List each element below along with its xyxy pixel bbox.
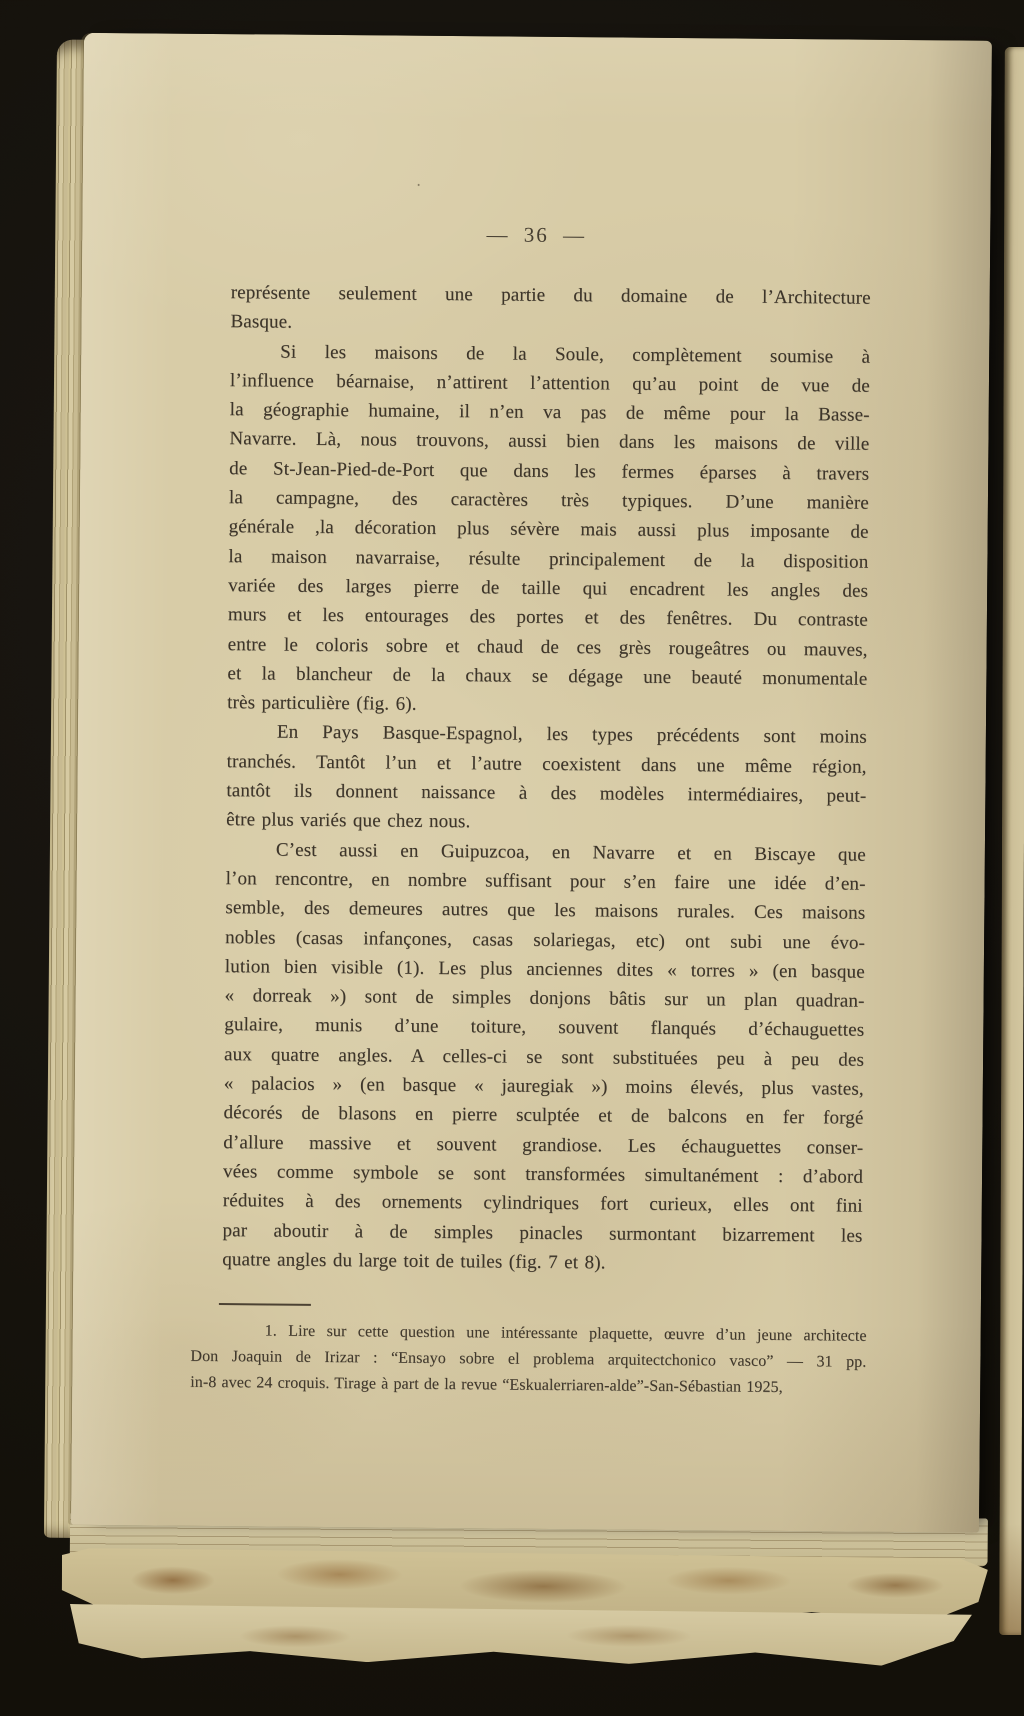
- text-line: très particulière (fig. 6).: [227, 692, 417, 715]
- text-line: lution bien visible (1). Les plus anciennes dites « torres » (en basque: [224, 955, 865, 983]
- text-line: de St-Jean-Pied-de-Port que dans les fermes éparses à travers: [229, 457, 870, 485]
- footnote-line: Don Joaquin de Irizar : “Ensayo sobre el problema arquitectchonico vasco” — 31 pp.: [190, 1347, 867, 1371]
- text-line: aux quatre angles. A celles-ci se sont substituées peu à peu des: [224, 1043, 865, 1071]
- text-line: Navarre. Là, nous trouvons, aussi bien dans les maisons de ville: [229, 428, 870, 456]
- text-line: décorés de blasons en pierre sculptée et de balcons en fer forgé: [223, 1102, 864, 1129]
- text-line: d’allure massive et souvent grandiose. Les échauguettes conser-: [223, 1131, 864, 1159]
- text-line: variée des larges pierre de taille qui encadrent les angles des: [228, 575, 869, 602]
- paragraph: [227, 337, 870, 723]
- text-line: semble, des demeures autres que les maisons rurales. Ces maisons: [225, 897, 866, 924]
- footnote-line: 1. Lire sur cette question une intéressante plaquette, œuvre d’un jeune architecte: [264, 1322, 867, 1345]
- paragraph: [226, 718, 867, 841]
- text-block: [222, 278, 871, 1280]
- text-line: représente seulement une partie du domaine de l’Architecture: [230, 282, 871, 309]
- text-line: tranchés. Tantôt l’un et l’autre coexistent dans une même région,: [226, 750, 867, 778]
- text-line: l’influence béarnaise, n’attirent l’attention qu’au point de vue de: [229, 370, 871, 397]
- paragraph: [230, 278, 870, 342]
- text-line: Basque.: [230, 311, 293, 333]
- text-line: par aboutir à de simples pinacles surmontant bizarrement les: [222, 1219, 863, 1247]
- text-line: la campagne, des caractères très typiques. D’une manière: [228, 487, 870, 514]
- text-line: murs et les entourages des portes et des fenêtres. Du contraste: [227, 604, 868, 631]
- text-line: gulaire, munis d’une toiture, souvent flanqués d’échauguettes: [224, 1014, 865, 1042]
- bottom-page-edges-lower: [70, 1604, 972, 1666]
- text-line: être plus variés que chez nous.: [226, 809, 471, 833]
- text-line: Si les maisons de la Soule, complètement soumise à: [280, 341, 871, 368]
- text-line: « palacios » (en basque « jauregiak ») moins élevés, plus vastes,: [223, 1073, 864, 1100]
- text-line: tantôt ils donnent naissance à des modèles intermédiaires, peut-: [226, 780, 867, 807]
- adjacent-page-edge: [999, 47, 1024, 1635]
- text-line: nobles (casas infançones, casas solariegas, etc) ont subi une évo-: [225, 926, 866, 954]
- text-line: quatre angles du large toit de tuiles (fig. 7 et 8).: [222, 1248, 606, 1274]
- text-line: la géographie humaine, il n’en va pas de même pour la Basse-: [229, 399, 870, 426]
- page-number: — 36 —: [486, 222, 587, 248]
- footnote-separator: [219, 1303, 311, 1306]
- text-line: l’on rencontre, en nombre suffisant pour s’en faire une idée d’en-: [225, 868, 866, 895]
- book-page: [71, 33, 992, 1533]
- footnote-line: in-8 avec 24 croquis. Tirage à part de la revue “Eskualerriaren-alde”-San-Sébastian 1925,: [190, 1373, 783, 1396]
- text-line: C’est aussi en Guipuzcoa, en Navarre et en Biscaye que: [275, 839, 866, 866]
- text-line: vées comme symbole se sont transformées simultanément : d’abord: [222, 1160, 864, 1188]
- footnote: [190, 1318, 867, 1402]
- text-line: générale ,la décoration plus sévère mais aussi plus imposante de: [228, 516, 869, 544]
- text-line: « dorreak ») sont de simples donjons bâtis sur un plan quadran-: [224, 985, 865, 1012]
- text-line: la maison navarraise, résulte principalement de la disposition: [228, 545, 869, 573]
- text-line: entre le coloris sobre et chaud de ces grès rougeâtres ou mauves,: [227, 633, 868, 661]
- text-line: En Pays Basque-Espagnol, les types précédents sont moins: [276, 721, 867, 749]
- paragraph: [222, 835, 866, 1280]
- text-line: et la blancheur de la chaux se dégage une beauté monumentale: [227, 662, 868, 690]
- text-line: réduites à des ornements cylindriques fort curieux, elles ont fini: [222, 1190, 863, 1217]
